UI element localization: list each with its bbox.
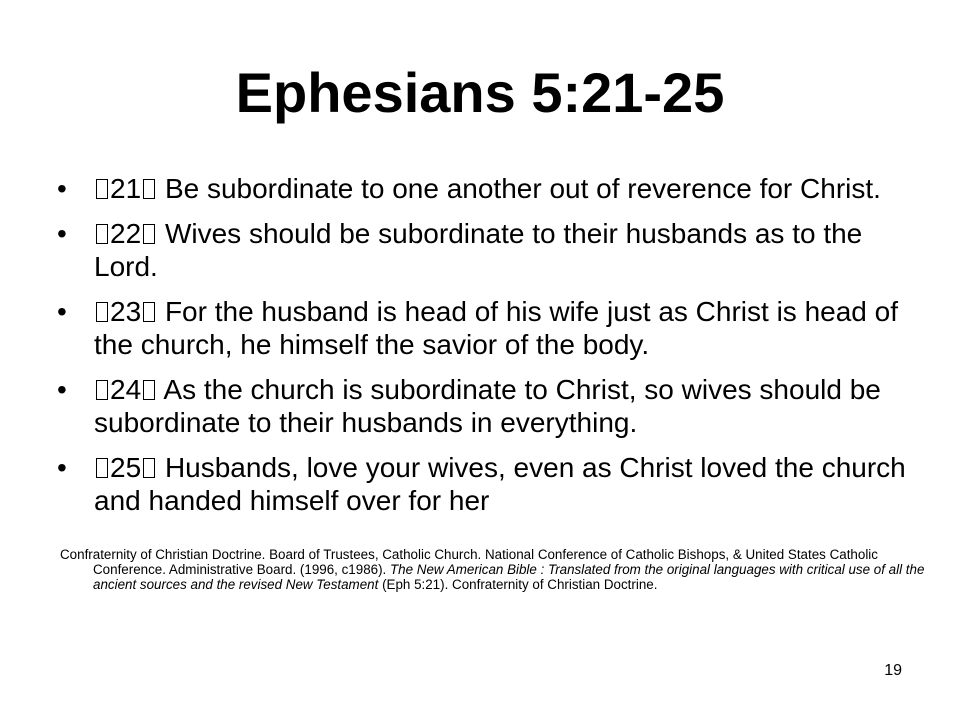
missing-glyph-box-icon xyxy=(143,224,155,244)
missing-glyph-box-icon xyxy=(96,302,108,322)
verse-list xyxy=(57,172,917,529)
verse-item-22 xyxy=(57,217,917,283)
missing-glyph-box-icon xyxy=(96,224,108,244)
bullet-icon: • xyxy=(57,374,67,405)
bullet-icon: • xyxy=(57,296,67,327)
citation-title: The New American Bible : Translated from the original languages with critical use of all the ancient sources and the revised New Testament xyxy=(93,562,925,593)
slide-title: Ephesians 5:21-25 xyxy=(235,61,725,124)
page-number: 19 xyxy=(884,662,902,679)
verse-number: 23 xyxy=(110,296,142,327)
verse-text: Be subordinate to one another out of reverence for Christ. xyxy=(164,173,881,204)
verse-text: Wives should be subordinate to their husbands as to the Lord. xyxy=(94,218,863,282)
verse-number: 22 xyxy=(110,218,142,249)
verse-item-24 xyxy=(57,373,917,439)
verse-item-23 xyxy=(57,295,917,361)
verse-item-21 xyxy=(57,172,917,205)
verse-item-25 xyxy=(57,451,917,517)
bullet-icon: • xyxy=(57,452,67,483)
missing-glyph-box-icon xyxy=(96,179,108,199)
verse-text: Husbands, love your wives, even as Christ loved the church and handed himself over for her xyxy=(94,452,906,516)
missing-glyph-box-icon xyxy=(96,380,108,400)
missing-glyph-box-icon xyxy=(143,302,155,322)
verse-text: As the church is subordinate to Christ, so wives should be subordinate to their husbands in everything. xyxy=(94,374,881,438)
citation-tail: (Eph 5:21). Confraternity of Christian Doctrine. xyxy=(378,577,658,593)
verse-number: 25 xyxy=(110,452,142,483)
bullet-icon: • xyxy=(57,218,67,249)
verse-number: 24 xyxy=(110,374,142,405)
verse-number: 21 xyxy=(110,173,142,204)
missing-glyph-box-icon xyxy=(143,458,155,478)
missing-glyph-box-icon xyxy=(96,458,108,478)
citation xyxy=(60,547,948,593)
citation-lead: Confraternity of Christian Doctrine. Board of Trustees, Catholic Church. National Conference of Catholic Bishops, & United States Catholic Conference. Administrative Board. (1996, c1986). xyxy=(60,547,878,578)
verse-text: For the husband is head of his wife just as Christ is head of the church, he himself the savior of the body. xyxy=(94,296,898,360)
bullet-icon: • xyxy=(57,173,67,204)
missing-glyph-box-icon xyxy=(143,179,155,199)
missing-glyph-box-icon xyxy=(143,380,155,400)
